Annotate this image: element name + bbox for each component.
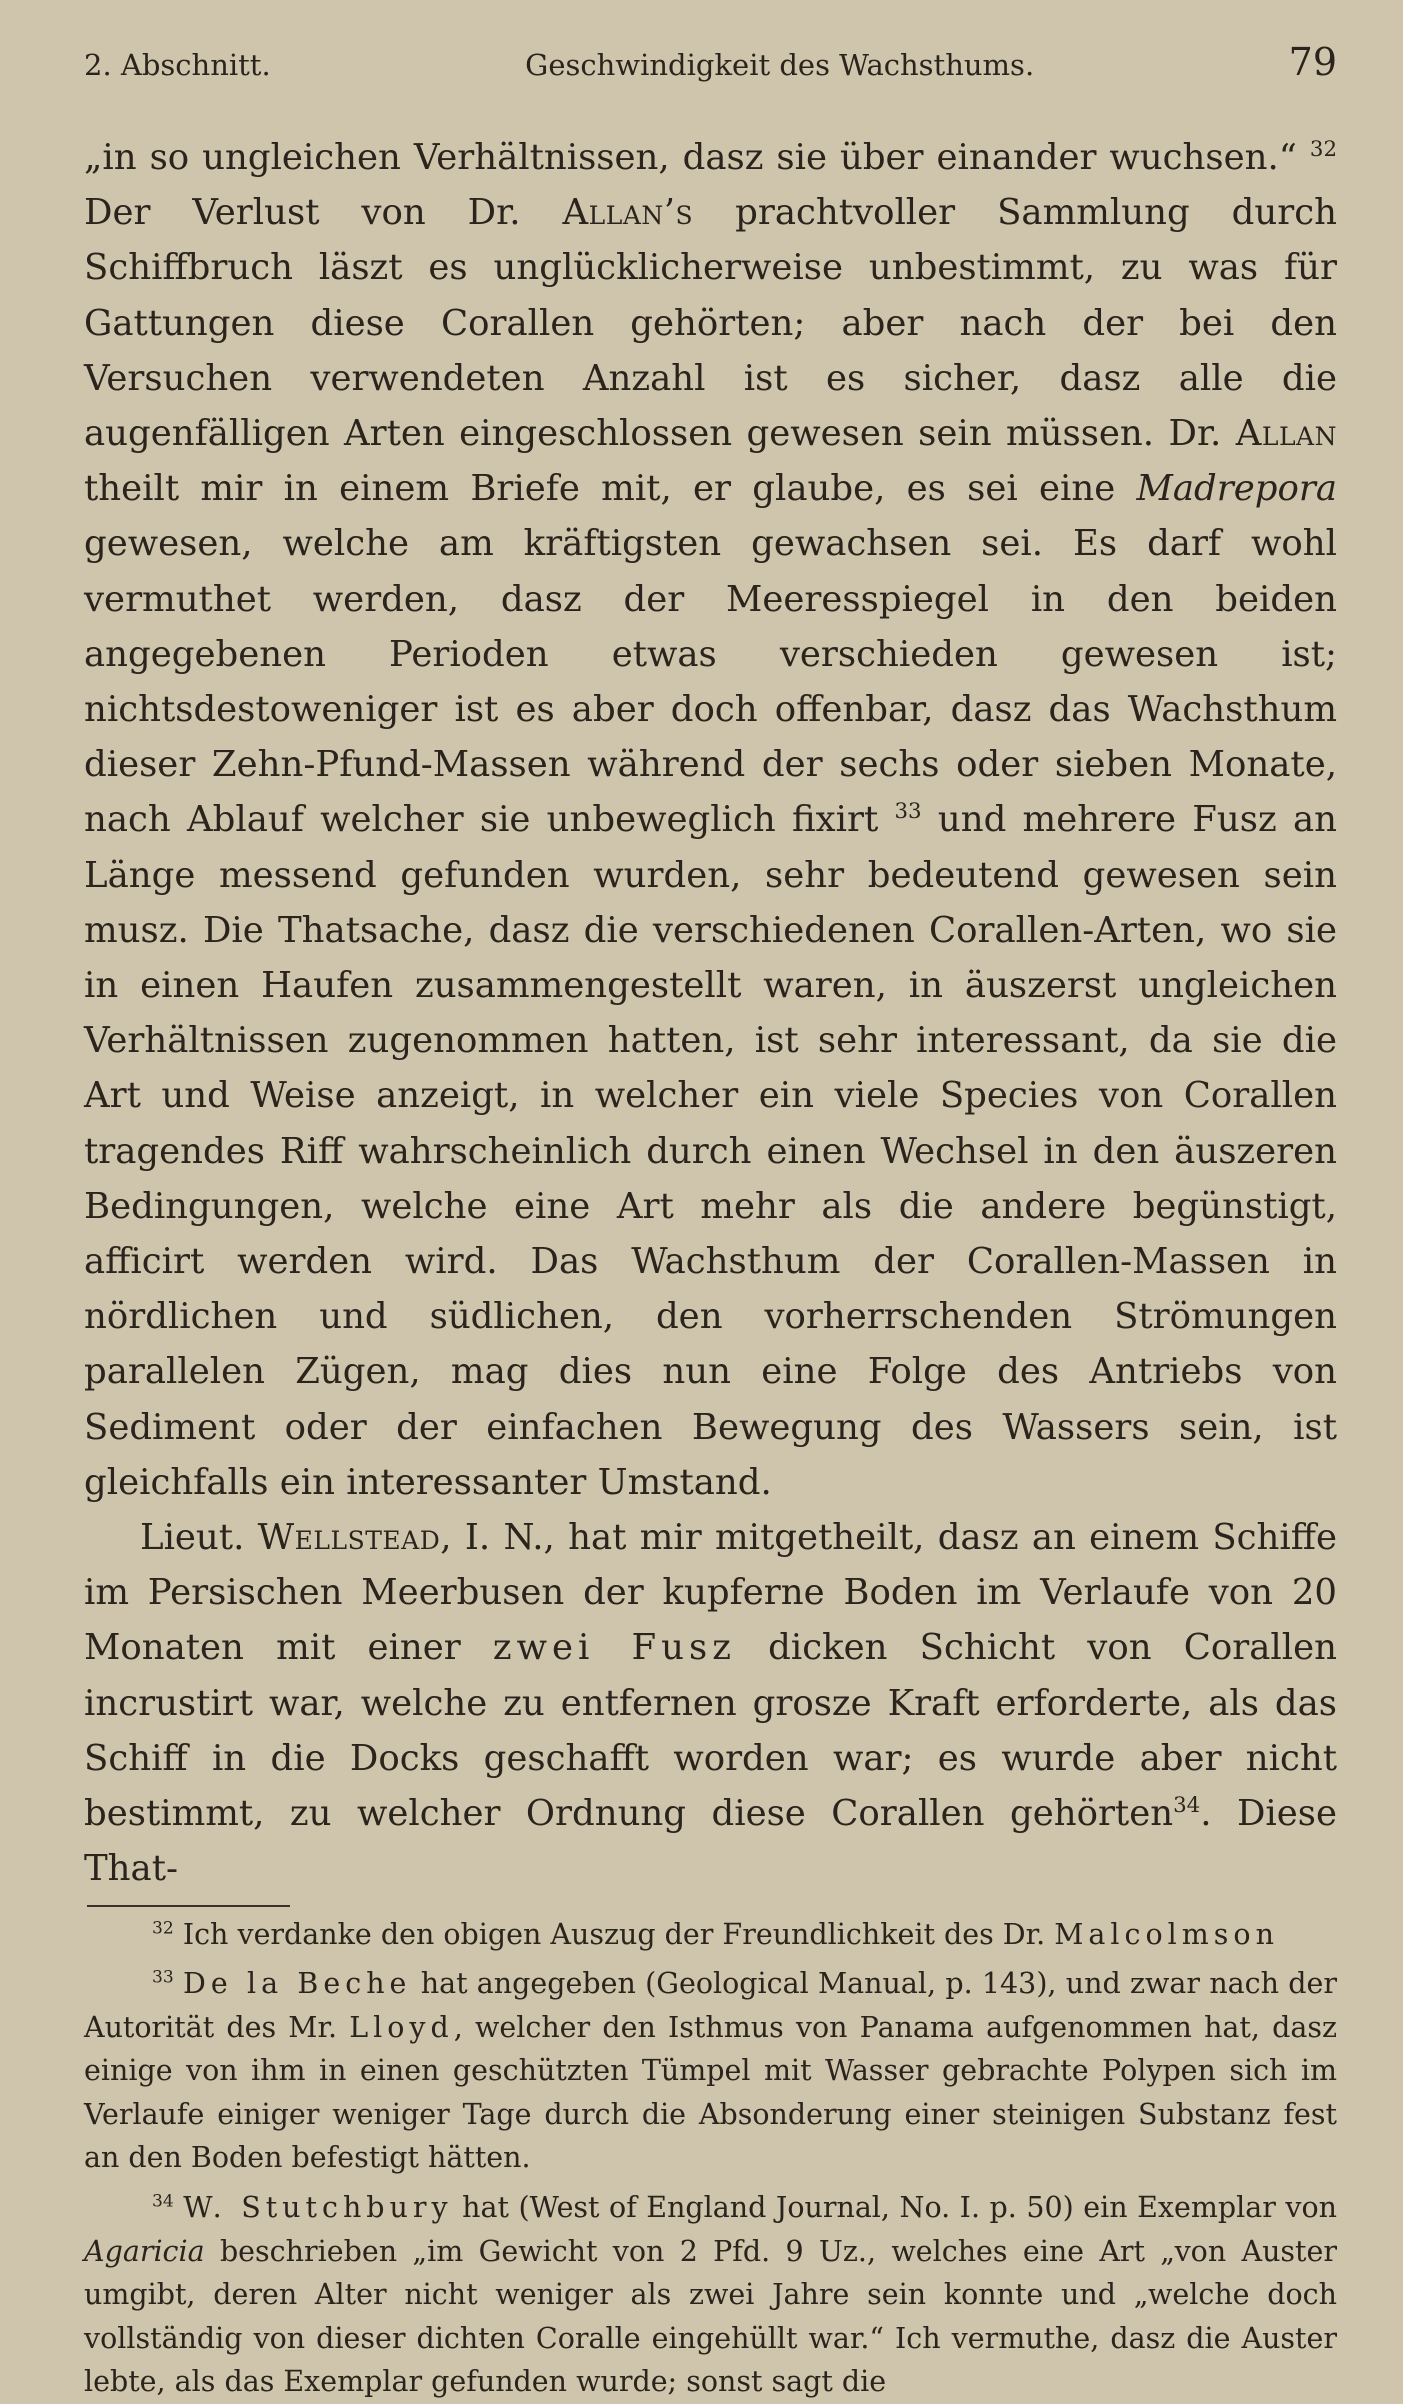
footnote: $^{33}$ De la Beche hat angegeben (Geological Manual, p. 143), und zwar nach der Autorität des Mr. Lloyd, welcher den Isthmus von Panama aufgenommen hat, dasz einige von ihm in einen geschützten Tümpel mit Wasser gebrachte Polypen sich im Verlaufe einiger weniger Tage durch die Absonderung einer steinigen Substanz fest an den Boden befestigt hätten. [84,1962,1337,2180]
running-header [84,40,1337,92]
footnote-ref: 34 [1173,1793,1200,1818]
spaced-emphasis: zwei Fusz [493,1627,736,1668]
footnote-ref: 33 [895,800,922,825]
main-text [84,130,1337,1897]
author-name: Wellstead [258,1517,441,1558]
footnote-ref: 32 [1310,137,1337,162]
paragraph: „in so ungleichen Verhältnissen, dasz sie über einander wuchsen.“ $^{32}$ Der Verlust von Dr. Allan’s prachtvoller Sammlung durch Schiffbruch läszt es unglücklicherweise unbestimmt, zu was für Gattungen diese Corallen gehörten; aber nach der bei den Versuchen verwendeten Anzahl ist es sicher, dasz alle die augenfälligen Arten eingeschlossen gewesen sein müssen. Dr. Allan theilt mir in einem Briefe mit, er glaube, es sei eine Madrepora gewesen, welche am kräftigsten gewachsen sei. Es darf wohl vermuthet werden, dasz der Meeresspiegel in den beiden angegebenen Perioden etwas verschieden gewesen ist; nichtsdestoweniger ist es aber doch offenbar, dasz das Wachsthum dieser Zehn-Pfund-Massen während der sechs oder sieben Monate, nach Ablauf welcher sie unbeweglich fixirt $^{33}$ und mehrere Fusz an Länge messend gefunden wurden, sehr bedeutend gewesen sein musz. Die Thatsache, dasz die verschiedenen Corallen-Arten, wo sie in einen Haufen zusammengestellt waren, in äuszerst ungleichen Verhältnissen zugenommen hatten, ist sehr interessant, da sie die Art und Weise anzeigt, in welcher ein viele Species von Corallen tragendes Riff wahrscheinlich durch einen Wechsel in den äuszeren Bedingungen, welche eine Art mehr als die andere begünstigt, afficirt werden wird. Das Wachsthum der Corallen-Massen in nördlichen und südlichen, den vorherrschenden Strömungen parallelen Zügen, mag dies nun eine Folge des Antriebs von Sediment oder der einfachen Bewegung des Wassers sein, ist gleichfalls ein interessanter Umstand. [84,130,1337,1510]
paragraph: Lieut. Wellstead, I. N., hat mir mitgetheilt, dasz an einem Schiffe im Persischen Meerbusen der kupferne Boden im Verlaufe von 20 Monaten mit einer zwei Fusz dicken Schicht von Corallen incrustirt war, welche zu entfernen grosze Kraft erforderte, als das Schiff in die Docks geschafft worden war; es wurde aber nicht bestimmt, zu welcher Ordnung diese Corallen gehörten$^{34}$. Diese That- [84,1510,1337,1896]
section-label: 2. Abschnitt. [84,48,271,82]
footnote: $^{34}$ W. Stutchbury hat (West of England Journal, No. I. p. 50) ein Exemplar von Agaricia beschrieben „im Gewicht von 2 Pfd. 9 Uz., welches eine Art „von Auster umgibt, deren Alter nicht weniger als zwei Jahre sein konnte und „welche doch vollständig von dieser dichten Coralle eingehüllt war.“ Ich vermuthe, dasz die Auster lebte, als das Exemplar gefunden wurde; sonst sagt die [84,2186,1337,2404]
footnote: $^{32}$ Ich verdanke den obigen Auszug der Freundlichkeit des Dr. Malcolmson [84,1913,1337,1957]
page-number: 79 [1289,40,1337,84]
author-name: Allan’s [562,192,693,233]
footnote-rule [87,1905,290,1907]
genus-name: Madrepora [1137,468,1337,509]
author-name: Allan [1236,413,1337,454]
footnotes [84,1913,1337,2404]
running-title: Geschwindigkeit des Wachsthums. [525,48,1034,82]
